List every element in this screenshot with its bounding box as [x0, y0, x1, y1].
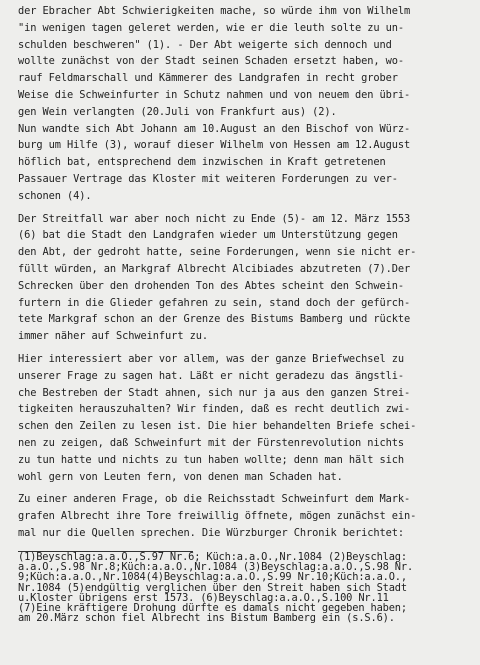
text-line: der Ebracher Abt Schwierigkeiten mache, so würde ihm von Wilhelm [18, 5, 411, 17]
text-line: gen Wein verlangten (20.Juli von Frankfurt aus) (2). [18, 105, 337, 118]
text-line: tete Markgraf schon an der Grenze des Bistums Bamberg und rückte [18, 313, 411, 326]
text-line: schulden beschweren" (1). - Der Abt weigerte sich dennoch und [18, 38, 392, 51]
footnotes [18, 552, 474, 624]
footnote-line: Nr.1084 (5)endgültig verglichen über den Streit haben sich Stadt [18, 581, 407, 594]
text-line: Schrecken über den drohenden Ton des Abtes scheint den Schwein- [18, 279, 405, 292]
text-line: grafen Albrecht ihre Tore freiwillig öffnete, mögen zunächst ein- [18, 510, 417, 523]
text-line: Nun wandte sich Abt Johann am 10.August an den Bischof von Würz- [18, 122, 411, 135]
text-line: tigkeiten herauszuhalten? Wir finden, daß es recht deutlich zwi- [18, 403, 411, 416]
text-line: rauf Feldmarschall und Kämmerer des Landgrafen in recht grober [18, 72, 398, 85]
footnote-line: (1)Beyschlag:a.a.O.,S.97 Nr.6; Küch:a.a.O.,Nr.1084 (2)Beyschlag: [18, 550, 407, 563]
text-line: Der Streitfall war aber noch nicht zu Ende (5)- am 12. März 1553 [18, 212, 411, 225]
text-line: mal nur die Quellen sprechen. Die Würzburger Chronik berichtet: [18, 526, 405, 539]
footnote-line: am 20.März schon fiel Albrecht ins Bistum Bamberg ein (s.S.6). [18, 612, 395, 625]
text-line: unserer Frage zu sagen hat. Läßt er nicht geradezu das ängstli- [18, 369, 405, 382]
paragraph [18, 491, 474, 541]
text-line: Passauer Vertrage das Kloster mit weiteren Forderungen zu ver- [18, 172, 398, 185]
text-line: Zu einer anderen Frage, ob die Reichsstadt Schweinfurt dem Mark- [18, 493, 411, 506]
footnote-line: u.Kloster übrigens erst 1573. (6)Beyschlag:a.a.O.,S.100 Nr.11 [18, 591, 389, 604]
text-line: höflich bat, entsprechend dem inzwischen in Kraft getretenen [18, 156, 386, 169]
text-line: den Abt, der gedroht hatte, seine Forderungen, wenn sie nicht er- [18, 246, 417, 259]
paragraph [18, 211, 474, 345]
text-line: furtern in die Glieder gefahren zu sein, stand doch der gefürch- [18, 296, 411, 309]
paragraph [18, 351, 474, 485]
footnote-line: (7)Eine kräftigere Drohung dürfte es damals nicht gegeben haben; [18, 602, 407, 615]
text-line: che Bestreben der Stadt ahnen, sich nur ja aus den ganzen Strei- [18, 386, 411, 399]
text-line: (6) bat die Stadt den Landgrafen wieder um Unterstützung gegen [18, 229, 398, 242]
text-line: "in wenigen tagen geleret werden, wie er die leuth solte zu un- [18, 21, 405, 34]
footnote-line: a.a.O.,S.98 Nr.8;Küch:a.a.O.,Nr.1084 (3)Beyschlag:a.a.O.,S.98 Nr. [18, 561, 414, 573]
text-line: füllt würden, an Markgraf Albrecht Alcibiades abzutreten (7).Der [18, 262, 411, 275]
text-line: Weise die Schweinfurter in Schutz nahmen und von neuem den übri- [18, 88, 411, 101]
text-line: nen zu zeigen, daß Schweinfurt mit der Fürstenrevolution nichts [18, 436, 405, 449]
text-line: wollte zunächst von der Stadt seinen Schaden ersetzt haben, wo- [18, 55, 405, 68]
text-line: immer näher auf Schweinfurt zu. [18, 330, 208, 343]
text-line: wohl gern von Leuten fern, von denen man Schaden hat. [18, 470, 343, 483]
text-line: schen den Zeilen zu lesen ist. Die hier behandelten Briefe schei- [18, 420, 417, 433]
text-line: burg um Hilfe (3), worauf dieser Wilhelm von Hessen am 12.August [18, 139, 411, 152]
text-line: Hier interessiert aber vor allem, was der ganze Briefwechsel zu [18, 352, 405, 365]
footnote-line: 9;Küch:a.a.O.,Nr.1084(4)Beyschlag:a.a.O.,S.99 Nr.10;Küch:a.a.O., [18, 571, 407, 584]
body-text [18, 3, 474, 542]
paragraph [18, 3, 474, 205]
text-line: schonen (4). [18, 189, 92, 202]
text-line: zu tun hatte und nichts zu tun haben wollte; denn man hält sich [18, 453, 405, 466]
